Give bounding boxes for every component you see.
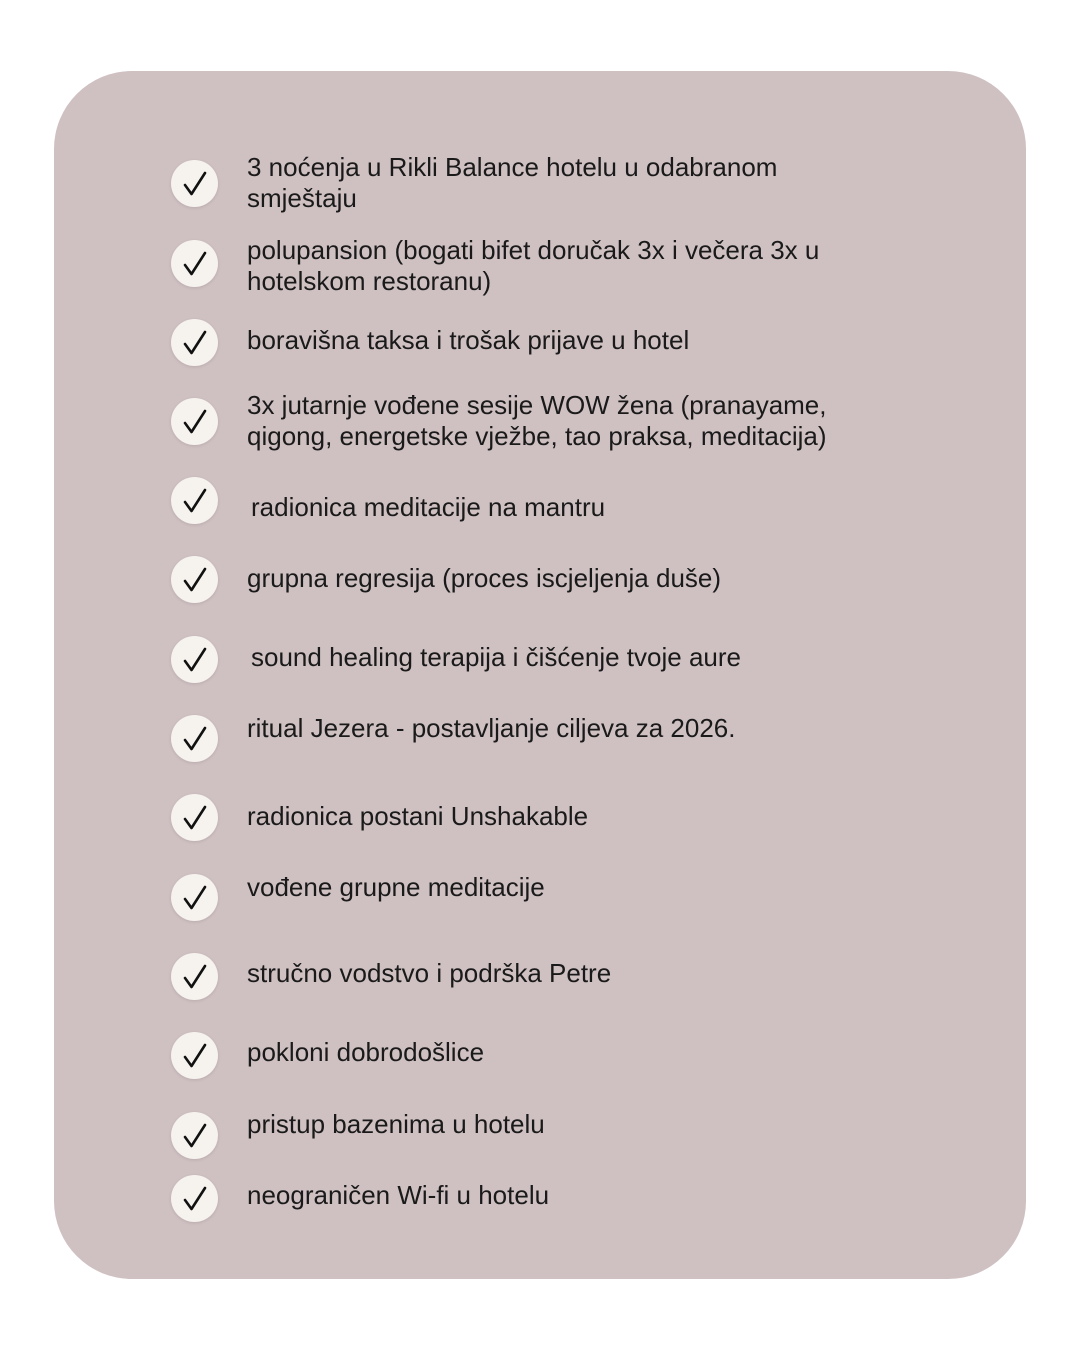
item-label: grupna regresija (proces iscjeljenja duše) (247, 563, 722, 593)
checkmark-icon (183, 251, 207, 277)
item-label: neograničen Wi-fi u hotelu (247, 1180, 550, 1210)
check-badge (171, 794, 218, 841)
check-badge (171, 240, 218, 287)
check-badge (171, 1175, 218, 1222)
checkmark-icon (183, 647, 207, 673)
checkmark-icon (183, 1186, 207, 1212)
item-label: polupansion (bogati bifet doručak 3x i večera 3x u hotelskom restoranu) (247, 235, 820, 296)
check-badge (171, 874, 218, 921)
item-label: ritual Jezera - postavljanje ciljeva za 2026. (247, 713, 736, 743)
checkmark-icon (183, 409, 207, 435)
check-badge (171, 160, 218, 207)
item-label: sound healing terapija i čišćenje tvoje aure (251, 642, 741, 672)
checkmark-icon (183, 330, 207, 356)
item-label: pristup bazenima u hotelu (247, 1109, 545, 1139)
checkmark-icon (183, 1043, 207, 1069)
checkmark-icon (183, 171, 207, 197)
item-label: radionica postani Unshakable (247, 801, 589, 831)
checkmark-icon (183, 885, 207, 911)
checkmark-icon (183, 567, 207, 593)
checklist-card (54, 71, 1026, 1279)
checkmark-icon (183, 805, 207, 831)
item-label: radionica meditacije na mantru (251, 492, 606, 522)
check-badge (171, 1112, 218, 1159)
checkmark-icon (183, 1123, 207, 1149)
check-badge (171, 636, 218, 683)
checkmark-icon (183, 488, 207, 514)
check-badge (171, 1032, 218, 1079)
check-badge (171, 556, 218, 603)
item-label: pokloni dobrodošlice (247, 1037, 485, 1067)
checkmark-icon (183, 726, 207, 752)
check-badge (171, 319, 218, 366)
item-label: 3 noćenja u Rikli Balance hotelu u odabranom smještaju (247, 152, 778, 213)
item-label: 3x jutarnje vođene sesije WOW žena (pranayame, qigong, energetske vježbe, tao praksa, meditacija) (247, 390, 827, 451)
check-badge (171, 477, 218, 524)
item-label: stručno vodstvo i podrška Petre (247, 958, 612, 988)
check-badge (171, 953, 218, 1000)
check-badge (171, 715, 218, 762)
check-badge (171, 398, 218, 445)
checkmark-icon (183, 964, 207, 990)
item-label: vođene grupne meditacije (247, 872, 545, 902)
item-label: boravišna taksa i trošak prijave u hotel (247, 325, 690, 355)
